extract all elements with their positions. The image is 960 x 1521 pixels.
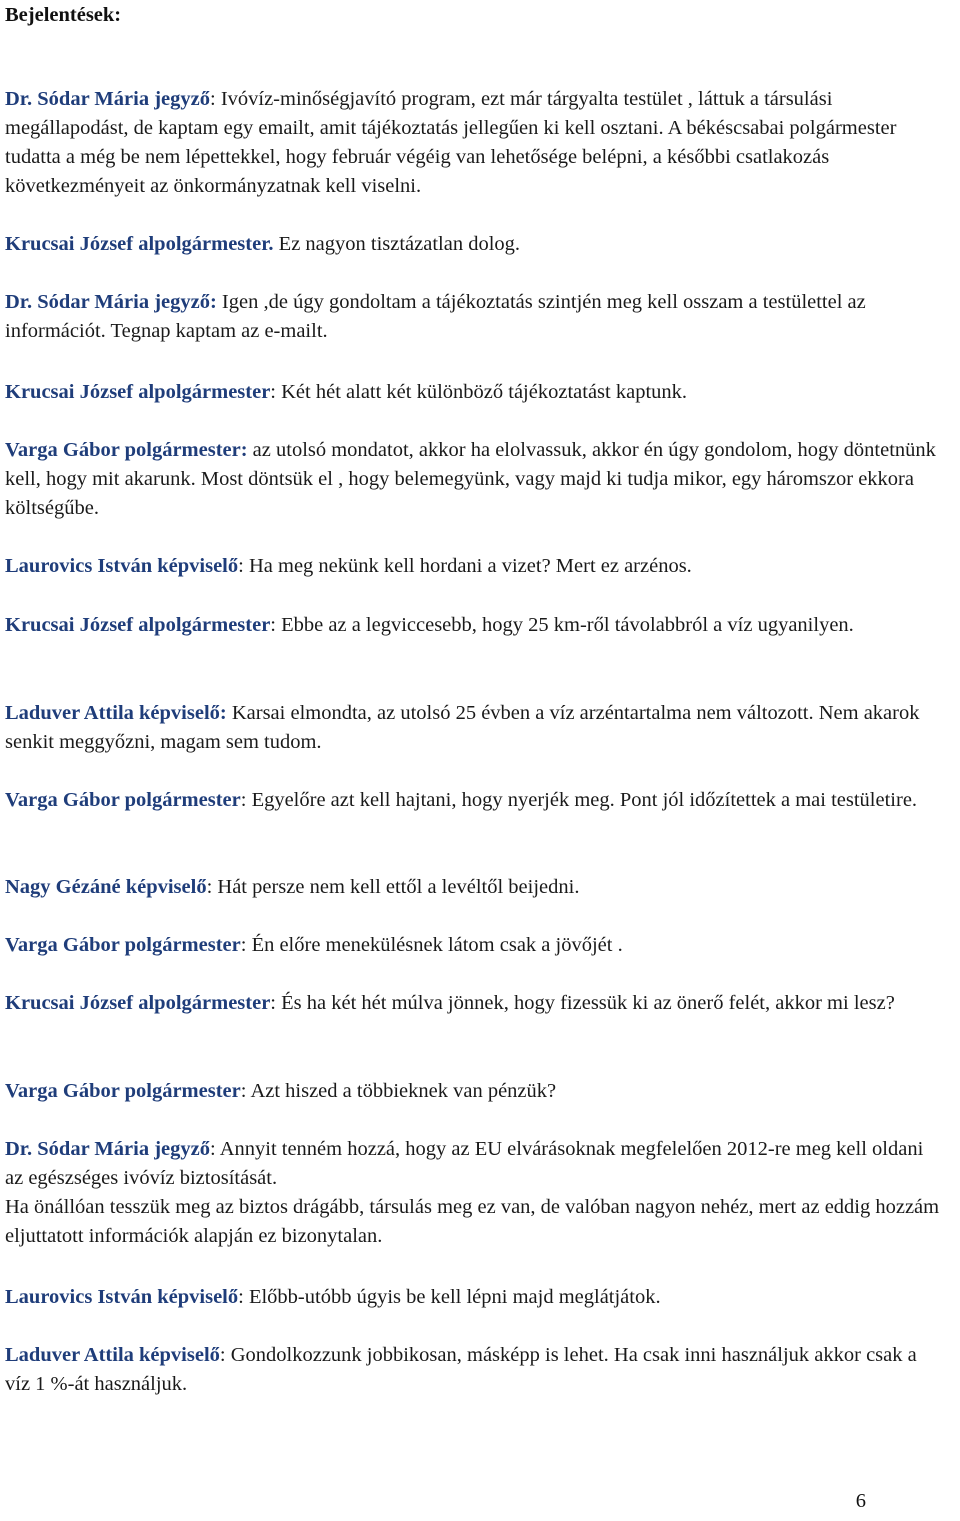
statement-text: Hát persze nem kell ettől a levéltől beijedni. xyxy=(217,876,580,898)
statement-14 xyxy=(5,1135,945,1251)
statement-text: Egyelőre azt kell hajtani, hogy nyerjék meg. Pont jól időzítettek a mai testületire. xyxy=(251,789,918,811)
statement-text: Két hét alatt két különböző tájékoztatást kaptunk. xyxy=(281,381,688,403)
statement-text: Én előre menekülésnek látom csak a jövőjét . xyxy=(251,934,623,956)
statement-3 xyxy=(5,288,945,346)
statement-7 xyxy=(5,611,945,640)
statement-text: az utolsó mondatot, akkor ha elolvassuk, akkor én úgy gondolom, hogy döntetnünk kell, hogy mit akarunk. Most döntsük el , hogy belemegyünk, vagy majd ki tudja mikor, egy háromszor ekkora költségűbe. xyxy=(5,439,936,519)
statement-text: És ha két hét múlva jönnek, hogy fizessük ki az önerő felét, akkor mi lesz? xyxy=(281,992,895,1014)
speaker-name: Varga Gábor polgármester xyxy=(5,789,241,811)
section-heading: Bejelentések: xyxy=(5,4,122,26)
speaker-name: Laduver Attila képviselő: xyxy=(5,702,227,724)
statement-text: Ebbe az a legviccesebb, hogy 25 km-ről távolabbról a víz ugyanilyen. xyxy=(281,614,854,636)
statement-text: Igen ,de úgy gondoltam a tájékoztatás szintjén meg kell osszam a testülettel az információt. Tegnap kaptam az e-mailt. xyxy=(5,291,866,342)
speaker-separator: : xyxy=(270,992,282,1014)
statement-11 xyxy=(5,931,945,960)
speaker-name: Varga Gábor polgármester: xyxy=(5,439,248,461)
statement-16 xyxy=(5,1341,945,1399)
statement-text: Ivóvíz-minőségjavító program, ezt már tárgyalta testület , láttuk a társulási megállapodást, de kaptam egy emailt, amit tájékoztatás jellegűen ki kell osztani. A békéscsabai polgármester tudatta a még be nem lépettekkel, hogy február végéig van lehetősége belépni, a későbbi csatlakozás következményeit az önkormányzatnak kell viselni. xyxy=(5,88,897,197)
speaker-separator: : xyxy=(238,555,249,577)
speaker-name: Dr. Sódar Mária jegyző: xyxy=(5,291,217,313)
speaker-name: Dr. Sódar Mária jegyző xyxy=(5,1138,210,1160)
speaker-name: Varga Gábor polgármester xyxy=(5,934,241,956)
statement-1 xyxy=(5,85,945,201)
speaker-separator: : xyxy=(219,1344,231,1366)
speaker-name: Krucsai József alpolgármester xyxy=(5,992,271,1014)
statement-text: Annyit tenném hozzá, hogy az EU elvárásoknak megfelelően 2012-re meg kell oldani az egészséges ivóvíz biztosítását. xyxy=(5,1138,924,1189)
statement-15 xyxy=(5,1283,945,1312)
statement-8 xyxy=(5,699,945,757)
statement-text: Ha meg nekünk kell hordani a vizet? Mert ez arzénos. xyxy=(248,555,692,577)
speaker-separator: : xyxy=(240,1080,251,1102)
statement-12 xyxy=(5,989,945,1018)
speaker-name: Dr. Sódar Mária jegyző xyxy=(5,88,210,110)
statement-2 xyxy=(5,230,945,259)
statement-13 xyxy=(5,1077,945,1106)
statement-text: Ez nagyon tisztázatlan dolog. xyxy=(278,233,521,255)
speaker-separator: : xyxy=(209,88,221,110)
speaker-separator: : xyxy=(240,789,252,811)
speaker-separator: : xyxy=(270,381,282,403)
speaker-name: Laduver Attila képviselő xyxy=(5,1344,220,1366)
speaker-separator: : xyxy=(240,934,252,956)
statement-text: Gondolkozzunk jobbikosan, másképp is lehet. Ha csak inni használjuk akkor csak a víz 1 %-át használjuk. xyxy=(5,1344,917,1395)
speaker-name: Krucsai József alpolgármester xyxy=(5,614,271,636)
speaker-separator: : xyxy=(206,876,218,898)
statement-5 xyxy=(5,436,945,523)
statement-4 xyxy=(5,378,945,407)
speaker-name: Varga Gábor polgármester xyxy=(5,1080,241,1102)
statement-text: Karsai elmondta, az utolsó 25 évben a víz arzéntartalma nem változott. Nem akarok senkit meggyőzni, magam sem tudom. xyxy=(5,702,920,753)
speaker-name: Krucsai József alpolgármester xyxy=(5,381,271,403)
speaker-name: Nagy Gézáné képviselő xyxy=(5,876,207,898)
speaker-separator: : xyxy=(238,1286,249,1308)
page-number: 6 xyxy=(855,1490,866,1512)
statement-continuation: Ha önállóan tesszük meg az biztos drágább, társulás meg ez van, de valóban nagyon nehéz, mert az eddig hozzám eljuttatott információk alapján ez bizonytalan. xyxy=(5,1196,940,1247)
speaker-name: Laurovics István képviselő xyxy=(5,555,239,577)
statement-6 xyxy=(5,552,945,581)
speaker-separator: : xyxy=(270,614,282,636)
statement-text: Előbb-utóbb úgyis be kell lépni majd meglátjátok. xyxy=(248,1286,661,1308)
speaker-separator: : xyxy=(209,1138,220,1160)
statement-9 xyxy=(5,786,945,815)
statement-text: Azt hiszed a többieknek van pénzük? xyxy=(250,1080,557,1102)
speaker-name: Laurovics István képviselő xyxy=(5,1286,239,1308)
speaker-name: Krucsai József alpolgármester. xyxy=(5,233,274,255)
statement-10 xyxy=(5,873,945,902)
